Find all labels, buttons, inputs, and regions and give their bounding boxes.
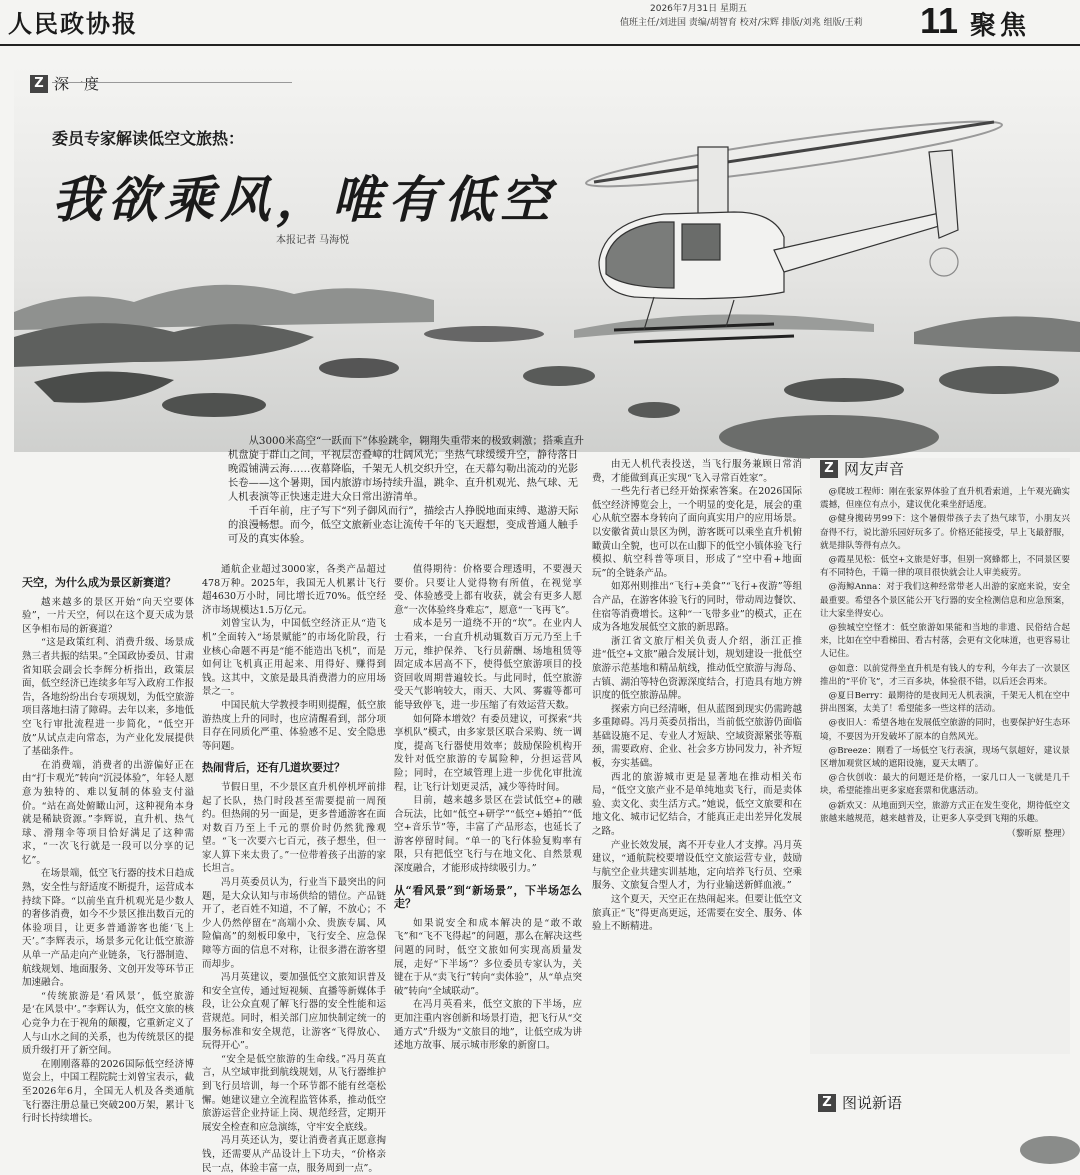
netizen-comment: @霞星见松：低空+文旅是好事，但别一窝蜂都上，不同景区要有不同特色，千篇一律的项目很快就会让人审美疲劳。 [820,555,1070,579]
netizen-comment: @独城空空怪才：低空旅游如果能和当地的非遗、民俗结合起来，比如在空中看梯田、看古村落，会更有文化味道，也更容易让人记住。 [820,623,1070,660]
article-column-2 [202,563,386,1174]
page-number: 11 [920,0,959,41]
date-line: 2026年7月31日 星期五 [650,4,747,14]
article-byline: 本报记者 马海悦 [276,235,350,246]
intro-paragraph: 从3000米高空“一跃而下”体验跳伞，翱翔失重带来的极致刺激；搭乘直升机盘旋于群山之间，平视层峦叠嶂的壮阔风光；坐热气球缓缓升空，静待落日晚霞铺满云海……夜幕降临，千架无人机交织升空，在天幕勾勒出流动的光影长卷——这个暑期，国内旅游市场持续升温，跳伞、直升机观光、热气球、无人机表演等正快速走进大众日常出游清单。 [228,435,584,503]
netizen-comment: @合伙创收：最大的问题还是价格，一家几口人一飞就是几千块，希望能推出更多家庭套票和优惠活动。 [820,773,1070,797]
body-paragraph: 刘曾宝认为，中国低空经济正从“造飞机”全面转入“场景赋能”的市场化阶段，行业核心命题不再是“能不能造出飞机”，而是如何让飞机真正用起来、用得好、赚得到钱。这其中，文旅是最具消费潜力的应用场景之一。 [202,618,386,698]
body-paragraph: 目前，越来越多景区在尝试低空+的融合玩法，比如“低空+研学”“低空+婚拍”“低空+音乐节”等，丰富了产品形态，也延长了游客停留时间。“单一的飞行体验复购率有限，只有把低空飞行与在地文化、自然景观深度融合，才能形成持续吸引力。” [394,795,582,875]
section-heading: 热闹背后，还有几道坎要过？ [202,761,345,775]
netizen-comment: @新欢又：从地面到天空，旅游方式正在发生变化，期待低空文旅越来越规范，越来越普及，让更多人享受到飞翔的乐趣。 [820,800,1070,824]
z-logo-icon: Z [818,1094,836,1112]
netizen-comment: @健身搬砖男99下：这个暑假带孩子去了热气球节，小朋友兴奋得不行，说比游乐园好玩多了。价格还能接受，早上飞最舒服，就是排队等得有点久。 [820,514,1070,551]
section-heading: 天空，为什么成为景区新赛道？ [22,576,176,589]
tushuo-image [1010,1128,1080,1148]
body-paragraph: 值得期待：价格要合理透明，不要漫天要价。只要让人觉得物有所值，在视觉享受、体验感受上都有收获，就会有更多人愿意“一次体验终身难忘”，愿意“一飞再飞”。 [394,564,582,616]
netizen-comment: @夜旧人：希望各地在发展低空旅游的同时，也要保护好生态环境，不要因为开发破坏了原本的自然风光。 [820,718,1070,742]
masthead: 人民政协报 [8,9,138,38]
netizen-comments [820,486,1070,841]
netizen-comment: @爬坡工程师：刚在张家界体验了直升机看索道，上午观光确实震撼，但座位有点小，建议优化乘坐舒适度。 [820,487,1070,511]
deep-tag-label: 深一度 [54,75,100,93]
body-paragraph: “这是政策红利、消费升级、场景成熟三者共振的结果。”全国政协委员、甘肃省知联会副会长李辉分析指出，政策层面，低空经济已连续多年写入政府工作报告，各地纷纷出台专项规划，为低空旅游项目落地扫清了障碍。去年以来，多地低空飞行审批流程进一步简化，“低空开放”从试点走向常态，为产业化发展提供了基础条件。 [22,637,194,758]
article-column-1 [22,576,194,1148]
netizen-comment: @夏日Berry：最期待的是夜间无人机表演，千架无人机在空中拼出图案，太美了！希望能多一些这样的活动。 [820,691,1070,715]
body-paragraph: 冯月英委员认为，行业当下最突出的问题，是大众认知与市场供给的错位。产品链开了，老百姓不知道，不了解，不放心；不少人仍然停留在“高端小众、贵族专属、风险偏高”的刻板印象中，飞行安全、应急保障等方面的信息不对称，让很多潜在游客望而却步。 [202,877,386,970]
article-subhead: 委员专家解读低空文旅热： [52,129,245,148]
article-intro [228,434,584,546]
body-paragraph: 节假日里，不少景区直升机停机坪前排起了长队，热门时段甚至需要提前一周预约。但热闹的另一面是，更多普通游客在面对数百乃至上千元的票价时仍然犹豫观望。“飞一次要六七百元，孩子想坐，但一家人算下来太贵了。”一位带着孩子出游的家长坦言。 [202,781,386,875]
body-paragraph: 如果说安全和成本解决的是“敢不敢飞”和“飞不飞得起”的问题，那么在解决这些问题的同时，低空文旅如何实现高质量发展，走好“下半场”？多位委员专家认为，关键在于从“卖飞行”转向“卖体验”，从“单点突破”转向“全域联动”。 [394,917,582,997]
body-paragraph: 通航企业超过3000家，各类产品超过478万种。2025年，我国无人机累计飞行超4630万小时，同比增长近70%。低空经济市场规模达1.5万亿元。 [202,564,386,616]
body-paragraph: 在刚刚落幕的2026国际低空经济博览会上，中国工程院院士刘曾宝表示，截至2026年6月，全国无人机及各类通航飞行器注册总量已突破200万架，累计飞行时长持续增长。 [22,1058,194,1125]
netizen-comment: @Breeze：刚看了一场低空飞行表演，现场气氛超好，建议景区增加观赏区域的遮阳设施，夏天太晒了。 [820,745,1070,770]
staff-line: 值班主任/刘进国 责编/胡智育 校对/宋辉 排版/刘兆 组版/王莉 [620,18,863,28]
netizen-comment: @海鲸Anna：对于我们这种经常带老人出游的家庭来说，安全最重要。希望各个景区能公开飞行器的安全检测信息和应急预案，让大家坐得安心。 [820,582,1070,619]
body-paragraph: 西北的旅游城市更是显著地在推动相关布局，“低空文旅产业不是单纯地卖飞行，而是卖体验、卖文化、卖生活方式。”她说，低空文旅要和在地文化、城市记忆结合，才能真正走出差异化发展之路。 [592,771,802,838]
body-paragraph: 在冯月英看来，低空文旅的下半场，应更加注重内容创新和场景打造，把飞行从“交通方式”升级为“文旅目的地”，让低空成为讲述地方故事、展示城市形象的新窗口。 [394,999,582,1052]
netizen-sidebar [810,458,1070,1054]
tushuo-tag [818,1092,902,1113]
body-paragraph: “传统旅游是‘看风景’，低空旅游是‘在风景中’。”李辉认为，低空文旅的核心竞争力在于视角的颠覆，它重新定义了人与山水之间的关系，也为传统景区的提质升级打开了新空间。 [22,990,194,1057]
body-paragraph: “安全是低空旅游的生命线。”冯月英直言，从空域审批到航线规划，从飞行器维护到飞行员培训，每一个环节都不能有丝毫松懈。她建议建立全流程监管体系，推动低空旅游运营企业持证上岗、规范经营，定期开展安全检查和应急演练，守牢安全底线。 [202,1053,386,1133]
body-paragraph: 由无人机代表投送，当飞行服务兼顾日常消费，才能做到真正实现“飞入寻常百姓家”。 [592,459,802,484]
body-paragraph: 如何降本增效？有委员建议，可探索“共享机队”模式，由多家景区联合采购、统一调度，提高飞行器使用效率；鼓励保险机构开发针对低空旅游的专属险种，分担运营风险；同时，在空域管理上进一步优化审批流程，让飞行计划更灵活，减少等待时间。 [394,713,582,793]
netizen-tag [820,458,904,479]
deep-tag [30,73,99,94]
intro-paragraph: 千百年前，庄子写下“列子御风而行”，描绘古人挣脱地面束缚、遨游天际的浪漫畅想。而今，低空文旅新业态让流传千年的飞天遐想，变成普通人触手可及的真实体验。 [228,505,579,545]
article-headline: 我欲乘风，唯有低空 [52,170,556,229]
netizen-comment: @如意：以前觉得坐直升机是有钱人的专利，今年去了一次景区推出的“平价飞”，才三百多块，体验很不错，以后还会再来。 [820,663,1070,687]
body-paragraph: 这个夏天，天空正在热闹起来。但要让低空文旅真正“飞”得更高更远，还需要在安全、服务、体验上不断精进。 [592,894,802,933]
helicopter-photo [14,62,1080,452]
body-paragraph: 冯月英还认为，要让消费者真正愿意掏钱，还需要从产品设计上下功夫，“价格亲民一点，体验丰富一点，服务周到一点”。 [202,1135,386,1174]
helicopter [584,111,1004,342]
body-paragraph: 在消费端，消费者的出游偏好正在由“打卡观光”转向“沉浸体验”，年轻人愿意为独特的、难以复制的体验支付溢价。“站在高处俯瞰山河，这种视角本身就是稀缺资源。”李辉说，直升机、热气球、滑翔伞等项目恰好满足了这种需求，“一次飞行就是一段可以分享的记忆”。 [22,759,194,866]
body-paragraph: 成本是另一道绕不开的“坎”。在业内人士看来，一台直升机动辄数百万元乃至上千万元，维护保养、飞行员薪酬、场地租赁等固定成本居高不下，使得低空旅游项目的投资回收周期普遍较长。与此同时，低空旅游受天气影响较大，雨天、大风、雾霾等都可能导致停飞，进一步压缩了有效运营天数。 [394,618,582,711]
body-paragraph: 一些先行者已经开始探索答案。在2026国际低空经济博览会上，一个明显的变化是，展会的重心从航空器本身转向了面向真实用户的应用场景。以安徽省黄山景区为例，游客既可以乘坐直升机俯瞰黄山全貌，也可以在山脚下的低空小镇体验飞行模拟、航空科普等项目，形成了“空中看+地面玩”的全链条产品。 [592,486,802,579]
body-paragraph: 冯月英建议，要加强低空文旅知识普及和安全宣传，通过短视频、直播等新媒体手段，让公众直观了解飞行器的安全性能和运营规范。同时，相关部门应加快制定统一的服务标准和安全规范，让游客“飞得放心、玩得开心”。 [202,972,386,1052]
page-header [0,0,1080,46]
body-paragraph: 在场景端，低空飞行器的技术日趋成熟，安全性与舒适度不断提升，运营成本持续下降。“以前坐直升机观光是少数人的奢侈消费，如今不少景区推出数百元的体验项目，让更多普通游客也能‘飞上天’。”李辉表示，场景多元化让低空旅游从单一产品走向产业链条，飞行器制造、航线规划、地面服务、文创开发等环节正加速融合。 [22,868,194,989]
header-meta [620,2,863,30]
body-paragraph: 浙江省文旅厅相关负责人介绍，浙江正推进“低空+文旅”融合发展计划，规划建设一批低空旅游示范基地和精品航线，推动低空旅游与海岛、古镇、湖泊等特色资源深度结合，打造具有地方辨识度的低空旅游品牌。 [592,635,802,702]
z-logo-icon: Z [30,75,48,93]
body-paragraph: 中国民航大学教授李明则提醒，低空旅游热度上升的同时，也应清醒看到，部分项目存在同质化严重、体验感不足、安全隐患等问题。 [202,699,386,752]
netizen-tag-label: 网友声音 [844,460,905,478]
tushuo-tag-label: 图说新语 [842,1094,903,1112]
sidebar-author: （黎昕原 整理） [1007,829,1070,840]
z-logo-icon: Z [820,460,838,478]
body-paragraph: 如郑州则推出“飞行+美食”“飞行+夜游”等组合产品，在游客体验飞行的同时，带动周边餐饮、住宿等消费增长。这种“一飞带多业”的模式，正在成为各地发展低空文旅的新思路。 [592,581,802,634]
body-paragraph: 越来越多的景区开始“向天空要体验”，一片天空，何以在这个夏天成为景区争相布局的新赛道？ [22,596,194,635]
article-column-4 [592,458,802,1148]
article-column-3 [394,563,582,1148]
section-name: 聚焦 [970,11,1031,41]
tag-rule [52,82,292,83]
body-paragraph: 产业长效发展，离不开专业人才支撑。冯月英建议，“通航院校要增设低空文旅运营专业，鼓励与航空企业共建实训基地，定向培养飞行员、空乘服务、文旅复合型人才，为行业输送新鲜血液。” [592,839,802,892]
section-heading: 从“看风景”到“新场景”，下半场怎么走？ [394,883,582,911]
body-paragraph: 探索方向已经清晰，但从蓝图到现实仍需跨越多重障碍。冯月英委员指出，当前低空旅游仍面临基础设施不足、专业人才短缺、空域资源紧张等瓶颈，需要政府、企业、社会多方协同发力，补齐短板，夯实基础。 [592,703,802,770]
